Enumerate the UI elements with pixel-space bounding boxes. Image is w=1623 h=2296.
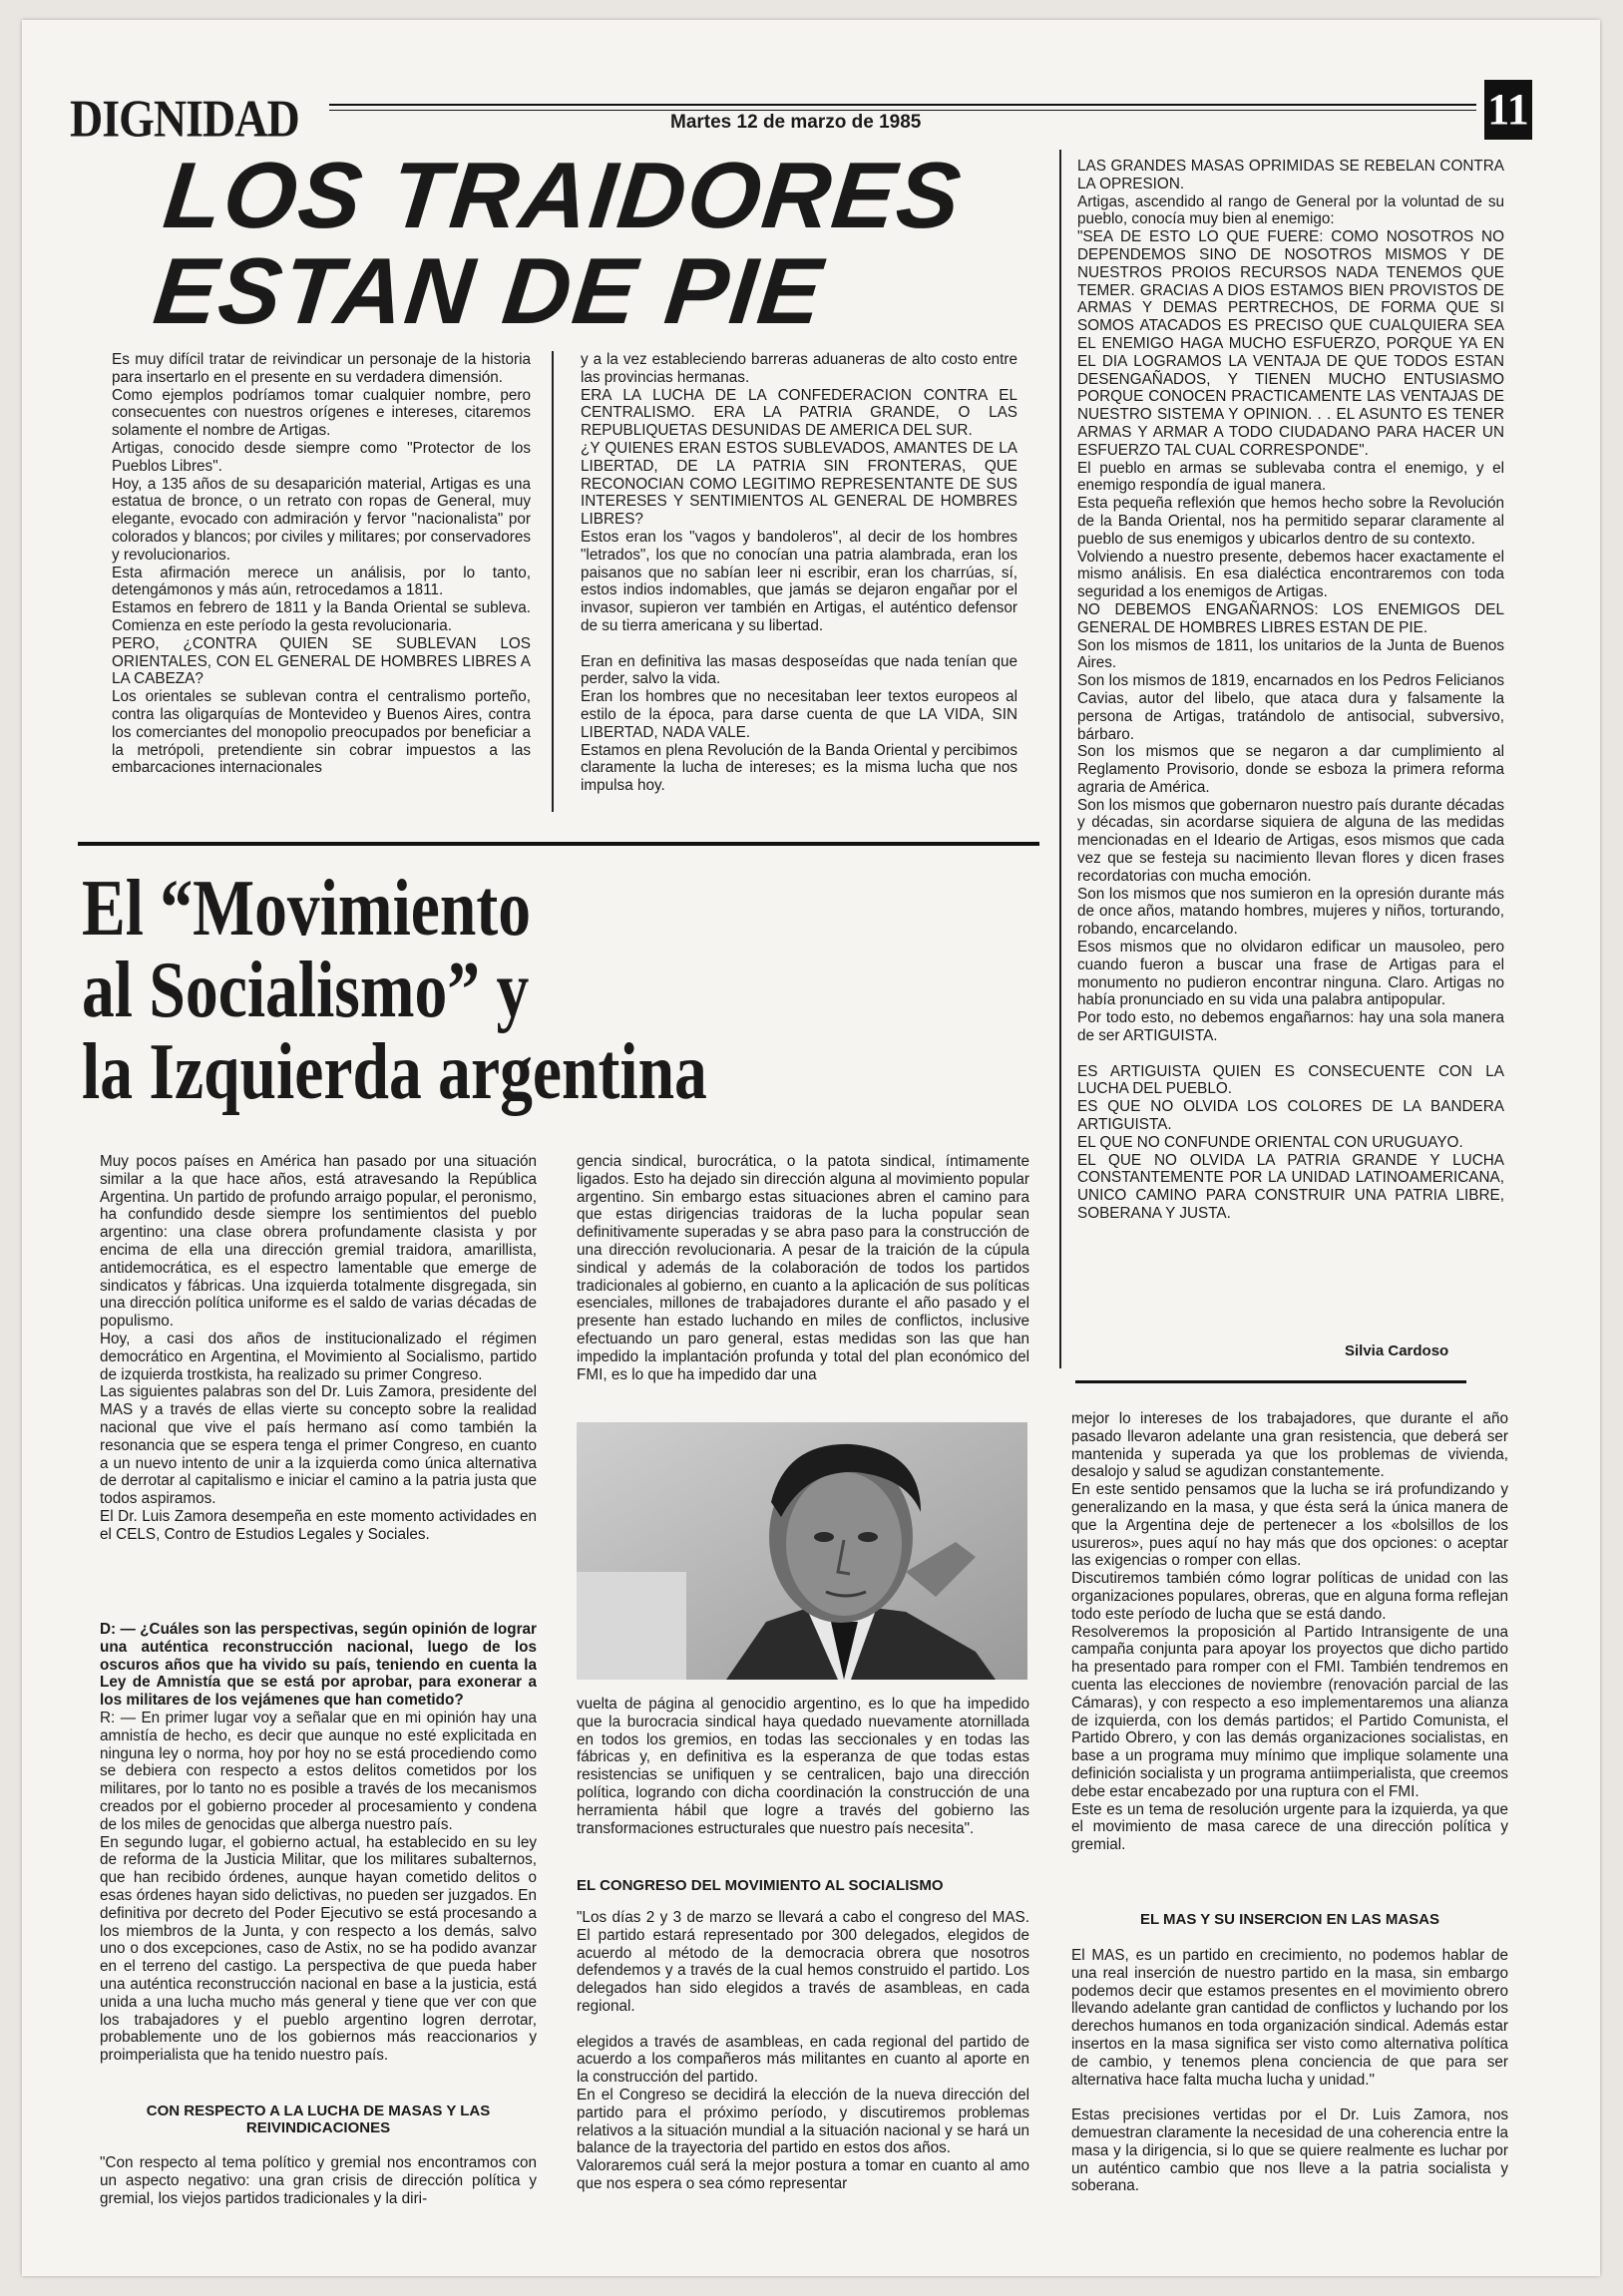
article1-column-2: y a la vez estableciendo barreras aduaneras de alto costo entre las provincias hermanas. ERA LA LUCHA DE LA CONFEDERACION CONTRA EL CENTRALISMO. ERA LA PATRIA GRANDE, O LAS REPUBLIQUETAS DESUNIDAS DE AMERICA DEL SUR. ¿Y QUIENES ERAN ESTOS SUBLEVADOS, AMANTES DE LA LIBERTAD, DE LA PATRIA SIN FRONTERAS, QUE RECONOCIAN COMO LEGITIMO REPRESENTANTE DE SUS INTERESES Y SENTIMIENTOS AL GENERAL DE HOMBRES LIBRES? Estos eran los "vagos y bandoleros", al decir de los hombres "letrados", los que no conocían una patria alambrada, eran los paisanos que no sabían leer ni escribir, eran los charrúas, sí, estos indios indomables, que jamás se dejaron engañar por el invasor, supieron ver también en Artigas, el auténtico defensor de su tierra americana y su libertad. Eran en definitiva las masas desposeídas que nada tenían que perder, salvo la vida. Eran los hombres que no necesitaban leer textos europeos al estilo de la época, para darse cuenta de que LA VIDA, SIN LIBERTAD, NADA VALE. Estamos en plena Revolución de la Banda Oriental y percibimos claramente la lucha de intereses; es la misma lucha que nos impulsa hoy. [581,351,1017,795]
article1-signature: Silvia Cardoso [1345,1342,1449,1359]
article2-column-1-intro: Muy pocos países en América han pasado por una situación similar a la que hace años, está atravesando la República Argentina. Un partido de profundo arraigo popular, el peronismo, ha confundido desde siempre los sentimientos del pueblo argentino: una clase obrera profundamente clasista y por encima de ella una dirección gremial traidora, amarillista, antidemocrática, es el espectro lamentable que emerge de sindicatos y fábricas. Una izquierda totalmente disgregada, sin una dirección política uniforme es el saldo de varias décadas de populismo. Hoy, a casi dos años de institucionalizado el régimen democrático en Argentina, el Movimiento al Socialismo, partido de izquierda trostkista, ha realizado su primer Congreso. Las siguientes palabras son del Dr. Luis Zamora, presidente del MAS y a través de ellas vierte su concepto sobre la realidad nacional que vive el país hermano así como también la resonancia que se espera tenga el primer Congreso, en cuanto a un nuevo intento de unir a la izquierda como única alternativa de derrotar al capitalismo e iniciar el camino a la patria justa que todos aspiramos. El Dr. Luis Zamora desempeña en este momento actividades en el CELS, Contro de Estudios Legales y Sociales. [100,1153,537,1543]
article2-headline [82,865,707,1116]
article2-headline-line3: la Izquierda argentina [82,1028,707,1116]
article2-column-3-bottom: El MAS, es un partido en crecimiento, no podemos hablar de una real inserción de nuestro partido en la masa, sin embargo podemos decir que estamos presentes en el movimiento obrero llevando adelante gran cantidad de conflictos y luchando por los derechos humanos en toda organización sindical. Además estar insertos en la masa significa ser visto como alternativa política de cambio, y tenemos plena conciencia de que para ser alternativa hace falta mucha lucha y unidad." Estas precisiones vertidas por el Dr. Luis Zamora, nos demuestran claramente la necesidad de una coherencia entre la masa y la dirigencia, si lo que se quiere realmente es luchar por un auténtico cambio que nos lleve a la patria socialista y soberana. [1071,1947,1508,2195]
article1-headline-line2: ESTAN DE PIE [149,238,829,343]
article2-column-2-top: gencia sindical, burocrática, o la patota sindical, íntimamente ligados. Esto ha dejado sin dirección alguna al movimiento popular argentino. Sin embargo estas situaciones abren el camino para que estas dirigencias traidoras de la lucha popular sean definitivamente superadas y se abra paso para la construcción de una dirección revolucionaria. A pesar de la traición de la cúpula sindical y además de la colaboración de todos los partidos tradicionales al gobierno, en cuanto a la aplicación de sus políticas esenciales, millones de trabajadores durante el año pasado y el presente han estado luchando en miles de conflictos, inclusive efectuando un paro general, estas medidas son las que han impedido la implantación profunda y total del plan económico del FMI, es lo que ha impedido dar una [577,1153,1029,1383]
masthead-title: DIGNIDAD [70,89,299,148]
article2-column-1-end: "Con respecto al tema político y gremial nos encontramos con un aspecto negativo: una gran crisis de dirección política y gremial, los viejos partidos tradicionales y la diri- [100,2154,537,2207]
subhead-congress: EL CONGRESO DEL MOVIMIENTO AL SOCIALISMO [577,1877,944,1894]
subhead-insertion: EL MAS Y SU INSERCION EN LAS MASAS [1139,1911,1440,1928]
column-divider [552,351,554,812]
page-number: 11 [1484,80,1532,140]
article1-column-3: LAS GRANDES MASAS OPRIMIDAS SE REBELAN CONTRA LA OPRESION. Artigas, ascendido al rango de General por la voluntad de su pueblo, conocía muy bien al enemigo: "SEA DE ESTO LO QUE FUERE: COMO NOSOTROS NO DEPENDEMOS SINO DE NOSOTROS MISMOS Y DE NUESTROS PROIOS RECURSOS NADA TENEMOS QUE TEMER. GRACIAS A DIOS ESTAMOS BIEN PROVISTOS DE ARMAS Y DEMAS PERTRECHOS, DE FORMA QUE SI SOMOS ATACADOS ES PRECISO QUE CUALQUIERA SEA EL ENEMIGO HAGA MUCHO ESFUERZO, PORQUE YA EN EL DIA LOGRAMOS LA VENTAJA DE QUE TODOS ESTAN DESENGAÑADOS, Y TIENEN MUCHO ENTUSIASMO PORQUE CONOCEN PRACTICAMENTE LAS VENTAJAS DE NUESTRO SISTEMA Y OPINION. . . EL ASUNTO ES TENER ARMAS Y ARMAR A TODO CIUDADANO PARA HACER UN ESFUERZO TAL CUAL CORRESPONDE". El pueblo en armas se sublevaba contra el enemigo, y el enemigo respondía de igual manera. Esta pequeña reflexión que hemos hecho sobre la Revolución de la Banda Oriental, nos ha permitido separar claramente al pueblo de sus enemigos y ubicarlos dentro de su contexto. Volviendo a nuestro presente, debemos hacer exactamente el mismo análisis. En esa dialéctica encontraremos con toda seguridad a los enemigos de Artigas. NO DEBEMOS ENGAÑARNOS: LOS ENEMIGOS DEL GENERAL DE HOMBRES LIBRES ESTAN DE PIE. Son los mismos de 1811, los unitarios de la Junta de Buenos Aires. Son los mismos de 1819, encarnados en los Pedros Felicianos Cavias, autor del libelo, que ataca dura y falsamente la persona de Artigas, tratándolo de antisocial, subversivo, bárbaro. Son los mismos que se negaron a dar cumplimiento al Reglamento Provisorio, donde se esboza la primera reforma agraria de América. Son los mismos que gobernaron nuestro país durante décadas y décadas, sin acordarse siquiera de alguna de las medidas mencionadas en el Ideario de Artigas, esos mismos que cada vez que se festeja su nacimiento llevan flores y dicen frases recordatorias con mucha emoción. Son los mismos que nos sumieron en la opresión durante más de once años, matando hombres, mujeres y niños, torturando, robando, encarcelando. Esos mismos que no olvidaron edificar un mausoleo, pero cuando fueron a buscar una frase de Artigas para el monumento no pudieron encontrar ninguna. Claro. Artigas no había pronunciado en su vida una palabra antipopular. Por todo esto, no debemos engañarnos: hay una sola manera de ser ARTIGUISTA. ES ARTIGUISTA QUIEN ES CONSECUENTE CON LA LUCHA DEL PUEBLO. ES QUE NO OLVIDA LOS COLORES DE LA BANDERA ARTIGUISTA. EL QUE NO CONFUNDE ORIENTAL CON URUGUAYO. EL QUE NO OLVIDA LA PATRIA GRANDE Y LUCHA CONSTANTEMENTE POR LA UNIDAD LATINOAMERICANA, UNICO CAMINO PARA CONSTRUIR UNA PATRIA LIBRE, SOBERANA Y JUSTA. [1077,158,1504,1223]
issue-date: Martes 12 de marzo de 1985 [670,112,922,133]
interview-question: D: — ¿Cuáles son las perspectivas, según opinión de lograr una auténtica reconstrucción nacional, luego de los oscuros años que ha vivido su país, teniendo en cuenta la Ley de Amnistía que se está por aprobar, para exonerar a los militares de los vejámenes que han cometido? [100,1621,537,1710]
masthead-rule [329,104,1476,106]
portrait-photo [577,1422,1027,1680]
article2-column-3-top: mejor lo intereses de los trabajadores, que durante el año pasado llevaron adelante una gran resistencia, que deberá ser mantenida y superada ya que los problemas de vivienda, desalojo y salud se agudizan constantemente. En este sentido pensamos que la lucha se irá profundizando y generalizando en la masa, y que ésta será la única manera de que la Argentina deje de pertenecer a los «bolsillos de los usureros», pues aquí no hay más que dos opciones: o aceptar las exigencias o romper con ellas. Discutiremos también cómo lograr políticas de unidad con las organizaciones populares, obreras, que en alguna forma reflejan todo este período de lucha que se está dando. Resolveremos la proposición al Partido Intransigente de una campaña conjunta para apoyar los proyectos que dicho partido ha presentado para romper con el FMI. También tendremos en cuenta las elecciones de noviembre (renovación parcial de las Cámaras), y con respecto a eso implementaremos una alianza de izquierda, con los demás partidos; el Partido Comunista, el Partido Obrero, y con las demás organizaciones socialistas, en base a un programa muy mínimo que implique solamente una definición socialista y un programa antiimperialista, que creemos debe estar encabezado por una ruptura con el FMI. Este es un tema de resolución urgente para la izquierda, ya que el movimiento de masa carece de una dirección política y gremial. [1071,1410,1508,1854]
article2-column-1-answer: R: — En primer lugar voy a señalar que en mi opinión hay una amnistía de hecho, es decir que aunque no esté explicitada en ninguna ley o norma, hoy por hoy no se está procediendo como se debiera con respecto a estos delitos cometidos por los militares, por lo tanto no es posible a través de los mecanismos creados por el gobierno proceder al procesamiento y condena de los miles de genocidas que alberga nuestro país. En segundo lugar, el gobierno actual, ha establecido en su ley de reforma de la Justicia Militar, que los militares subalternos, que han recibido órdenes, aunque hayan cometido delitos o esas órdenes hayan sido delictivas, no pueden ser juzgados. En definitiva por decreto del Poder Ejecutivo se está procesando a los miembros de la Junta, y con respecto a los demás, salvo uno o dos excepciones, caso de Astix, no se ha podido avanzar en el terreno del castigo. La perspectiva de que pueda haber una auténtica reconstrucción nacional en base a la justicia, está unida a una lucha mucho más general y tiene que ver con que los trabajadores y el pueblo argentino logren derrotar, probablemente uno de los gobiernos más reaccionarios y proimperialista que ha tenido nuestro país. [100,1710,537,2065]
article1-headline-line1: LOS TRAIDORES [159,143,968,247]
portrait-photo-image [577,1422,1027,1680]
column-divider [1059,150,1061,1368]
article1-headline [149,143,968,343]
subhead-masses: CON RESPECTO A LA LUCHA DE MASAS Y LAS REIVINDICACIONES [146,2103,491,2136]
article2-headline-line2: al Socialismo” y [82,947,530,1034]
article2-top-rule [78,842,1039,846]
article2-column-2-bottom: "Los días 2 y 3 de marzo se llevará a cabo el congreso del MAS. El partido estará representado por 300 delegados, elegidos de acuerdo al método de la democracia obrera que nosotros defendemos y a través de la cual hemos construido el partido. Los delegados han sido elegidos a través de asambleas, en cada regional. elegidos a través de asambleas, en cada regional del partido de acuerdo a los compañeros más militantes en cuanto al aporte en la construcción del partido. En el Congreso se decidirá la elección de la nueva dirección del partido para el próximo período, y discutiremos problemas relativos a la situación mundial a la situación nacional y se hará un balance de la trayectoria del partido en estos dos años. Valoraremos cuál será la mejor postura a tomar en cuanto al amo que nos espera o sea cómo representar [577,1909,1029,2192]
masthead-rule-thin [329,110,1476,111]
article2-headline-line1: El “Movimiento [82,865,532,953]
signature-rule [1075,1380,1466,1383]
article1-column-1: Es muy difícil tratar de reivindicar un personaje de la historia para insertarlo en el presente en su verdadera dimensión. Como ejemplos podríamos tomar cualquier nombre, pero consecuentes con nuestros orígenes e intereses, citaremos solamente el nombre de Artigas. Artigas, conocido desde siempre como "Protector de los Pueblos Libres". Hoy, a 135 años de su desaparición material, Artigas es una estatua de bronce, o un retrato con ropas de General, muy elegante, evocado con admiración y fervor "nacionalista" por colorados y blancos; por civiles y militares; por conservadores y revolucionarios. Esta afirmación merece un análisis, por lo tanto, detengámonos y más aún, retrocedamos a 1811. Estamos en febrero de 1811 y la Banda Oriental se subleva. Comienza en este período la gesta revolucionaria. PERO, ¿CONTRA QUIEN SE SUBLEVAN LOS ORIENTALES, CON EL GENERAL DE HOMBRES LIBRES A LA CABEZA? Los orientales se sublevan contra el centralismo porteño, contra las oligarquías de Montevideo y Buenos Aires, contra los comerciantes del monopolio preocupados por beneficiar a la metrópoli, pretendiente sin cobrar impuestos a las embarcaciones internacionales [112,351,531,777]
article2-column-2-mid: vuelta de página al genocidio argentino, es lo que ha impedido que la burocracia sindical haya quedado nuevamente atornillada en todos los gremios, en todas las seccionales y en todas las fábricas y, en definitiva es la esperanza de que todas estas resistencias se unifiquen y se centralicen, bajo una dirección política, logrando con dicha coordinación la construcción de una herramienta hábil que logre a través del gobierno las transformaciones estructurales que nuestro país necesita". [577,1696,1029,1837]
